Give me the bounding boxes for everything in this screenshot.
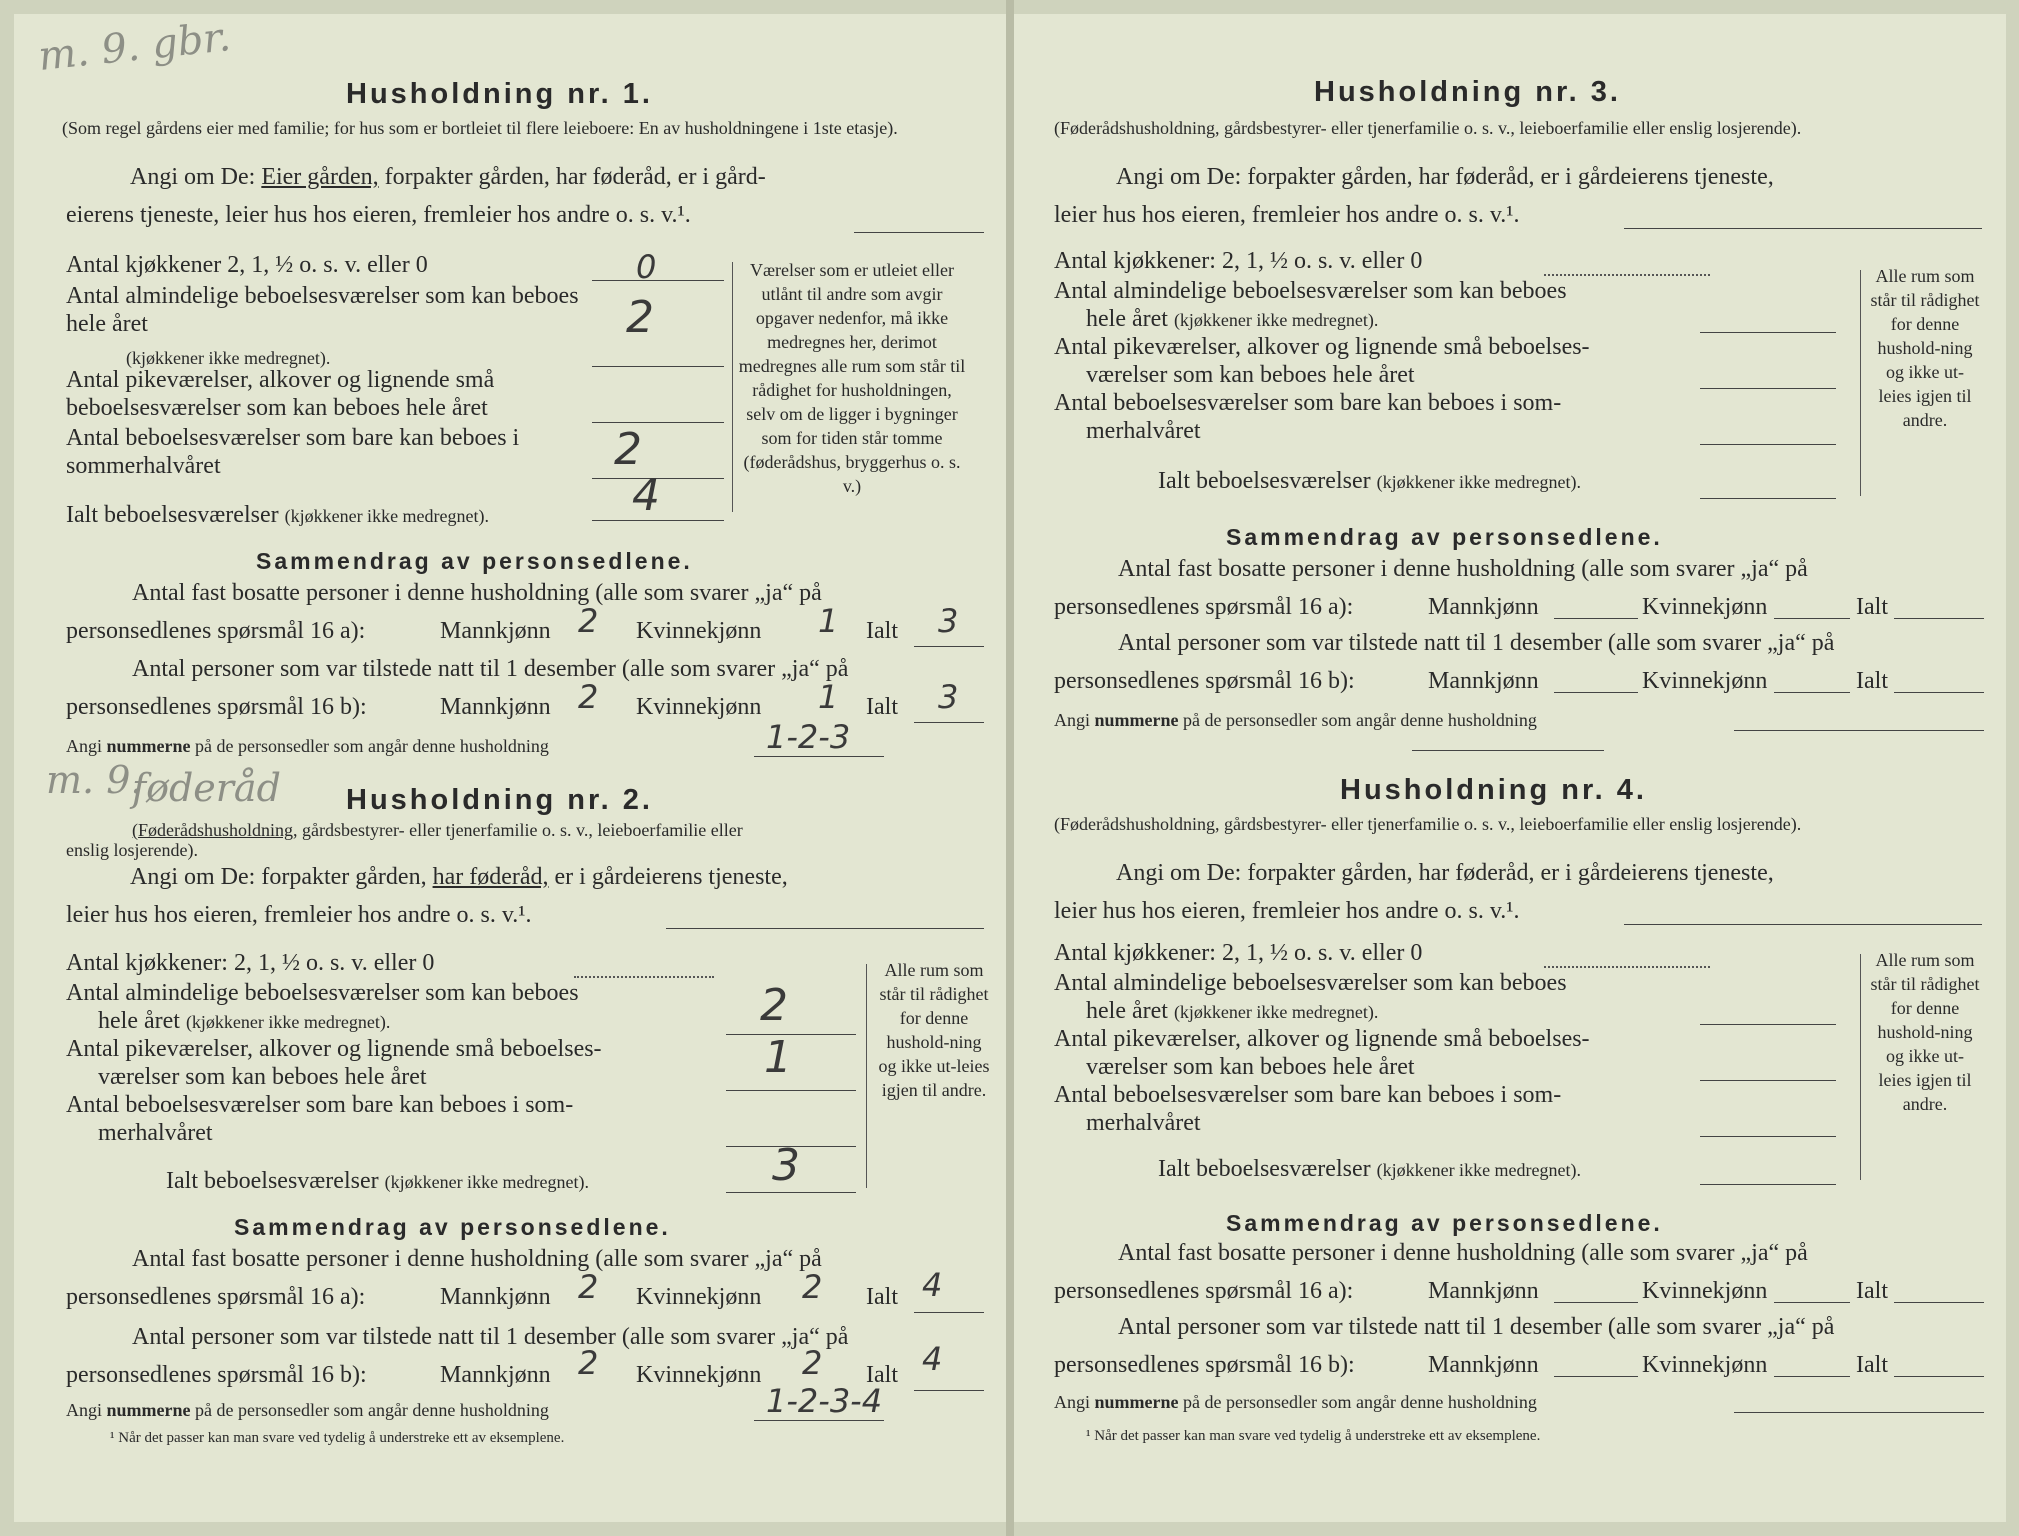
- h4-som-line2: merhalvåret: [1086, 1110, 1201, 1136]
- h4-tilstede-mann-label: Mannkjønn: [1428, 1352, 1539, 1378]
- h2-tilstede-mann: 2: [578, 1344, 599, 1382]
- h4-brace: [1860, 954, 1861, 1180]
- h4-intro: (Føderådshusholdning, gårdsbestyrer- eller tjenerfamilie o. s. v., leieboerfamilie eller enslig losjerende).: [1054, 814, 1802, 834]
- h2-title: Husholdning nr. 2.: [346, 784, 653, 816]
- h4-tilstede-line2: personsedlenes spørsmål 16 b):: [1054, 1352, 1355, 1378]
- h1-alm-label: Antal almindelige beboelsesværelser som kan beboes hele året: [66, 283, 579, 337]
- h4-fast-line1: Antal fast bosatte personer i denne husholdning (alle som svarer „ja“ på: [1118, 1240, 1808, 1266]
- h1-fast-line2: personsedlenes spørsmål 16 a):: [66, 618, 366, 644]
- h1-ialt-value: 4: [632, 470, 660, 521]
- h3-ialt-row: Ialt beboelsesværelser (kjøkkener ikke medregnet).: [1158, 468, 1582, 494]
- h2-fast-ialt-label: Ialt: [866, 1284, 898, 1310]
- h2-som-line1: Antal beboelsesværelser som bare kan beboes i som-: [66, 1092, 574, 1118]
- h3-fast-line1: Antal fast bosatte personer i denne husholdning (alle som svarer „ja“ på: [1118, 556, 1808, 582]
- h4-alm-line2: hele året (kjøkkener ikke medregnet).: [1086, 998, 1379, 1024]
- h2-fast-kvinne-label: Kvinnekjønn: [636, 1284, 762, 1310]
- h1-tilstede-kvinne: 1: [818, 678, 839, 716]
- h2-som-line2: merhalvåret: [98, 1120, 213, 1146]
- h1-nummerne-value: 1-2-3: [766, 718, 851, 756]
- h1-pike-label: Antal pikeværelser, alkover og lignende små beboelsesværelser som kan beboes hele året: [66, 367, 495, 421]
- h3-tilstede-line2: personsedlenes spørsmål 16 b):: [1054, 668, 1355, 694]
- h2-ialt-row: Ialt beboelsesværelser (kjøkkener ikke medregnet).: [166, 1168, 590, 1194]
- h4-kjokken-label: Antal kjøkkener: 2, 1, ½ o. s. v. eller 0: [1054, 940, 1423, 966]
- h4-nummerne: Angi nummerne på de personsedler som angår denne husholdning: [1054, 1392, 1537, 1412]
- h3-som-line2: merhalvåret: [1086, 418, 1201, 444]
- h2-kjokken-label: Antal kjøkkener: 2, 1, ½ o. s. v. eller 0: [66, 950, 435, 976]
- h1-tilstede-ialt-label: Ialt: [866, 694, 898, 720]
- right-footnote: ¹ Når det passer kan man svare ved tydelig å understreke ett av eksemplene.: [1086, 1428, 1541, 1444]
- h2-summary-title: Sammendrag av personsedlene.: [234, 1214, 671, 1240]
- h3-angi-line1: Angi om De: forpakter gården, har føderåd, er i gårdeierens tjeneste,: [1116, 164, 1774, 190]
- h1-tilstede-mann: 2: [578, 678, 599, 716]
- h4-fast-mann-label: Mannkjønn: [1428, 1278, 1539, 1304]
- h1-ialt-row: [66, 502, 489, 529]
- h3-nummerne: Angi nummerne på de personsedler som angår denne husholdning: [1054, 710, 1537, 730]
- h2-ialt-value: 3: [772, 1140, 800, 1191]
- h4-tilstede-line1: Antal personer som var tilstede natt til 1 desember (alle som svarer „ja“ på: [1118, 1314, 1835, 1340]
- h4-summary-title: Sammendrag av personsedlene.: [1226, 1210, 1663, 1236]
- h3-pike-line2: værelser som kan beboes hele året: [1086, 362, 1415, 388]
- h1-ialt-label: Ialt beboelsesværelser: [66, 502, 279, 528]
- h1-fast-mann: 2: [578, 602, 599, 640]
- pencil-note-h2-foderaad: føderåd: [132, 766, 281, 810]
- h2-fast-line2: personsedlenes spørsmål 16 a):: [66, 1284, 366, 1310]
- h3-alm-line2: hele året (kjøkkener ikke medregnet).: [1086, 306, 1379, 332]
- h1-angi-prefix: Angi om De:: [130, 164, 256, 190]
- h2-tilstede-mann-label: Mannkjønn: [440, 1362, 551, 1388]
- h1-intro: (Som regel gårdens eier med familie; for hus som er bortleiet til flere leieboere: En av husholdningene i 1ste etasje).: [62, 118, 898, 138]
- h3-angi-line2: leier hus hos eieren, fremleier hos andre o. s. v.¹.: [1054, 202, 1520, 228]
- h3-som-line1: Antal beboelsesværelser som bare kan beboes i som-: [1054, 390, 1562, 416]
- h1-angi-line2: eierens tjeneste, leier hus hos eieren, fremleier hos andre o. s. v.¹.: [66, 202, 691, 228]
- h3-kjokken-label: Antal kjøkkener: 2, 1, ½ o. s. v. eller 0: [1054, 248, 1423, 274]
- section-divider: [1412, 750, 1604, 751]
- h2-fast-kvinne: 2: [802, 1268, 823, 1306]
- h3-tilstede-mann-label: Mannkjønn: [1428, 668, 1539, 694]
- h4-angi-line1: Angi om De: forpakter gården, har føderåd, er i gårdeierens tjeneste,: [1116, 860, 1774, 886]
- h4-tilstede-ialt-label: Ialt: [1856, 1352, 1888, 1378]
- h3-tilstede-ialt-label: Ialt: [1856, 668, 1888, 694]
- h1-alm-note: (kjøkkener ikke medregnet).: [126, 348, 331, 368]
- h3-fast-mann-label: Mannkjønn: [1428, 594, 1539, 620]
- h3-pike-line1: Antal pikeværelser, alkover og lignende små beboelses-: [1054, 334, 1590, 360]
- h1-fast-mann-label: Mannkjønn: [440, 618, 551, 644]
- h1-tilstede-mann-label: Mannkjønn: [440, 694, 551, 720]
- h3-fast-ialt-label: Ialt: [1856, 594, 1888, 620]
- h1-fast-kvinne: 1: [818, 602, 839, 640]
- left-footnote: ¹ Når det passer kan man svare ved tydelig å understreke ett av eksemplene.: [110, 1430, 565, 1446]
- h2-pike-line2: værelser som kan beboes hele året: [98, 1064, 427, 1090]
- h1-kjokken-label: Antal kjøkkener 2, 1, ½ o. s. v. eller 0: [66, 252, 428, 278]
- h1-brace: [732, 262, 733, 512]
- h4-som-line1: Antal beboelsesværelser som bare kan beboes i som-: [1054, 1082, 1562, 1108]
- h4-fast-ialt-label: Ialt: [1856, 1278, 1888, 1304]
- h2-tilstede-ialt-label: Ialt: [866, 1362, 898, 1388]
- h1-ialt-note: (kjøkkener ikke medregnet).: [284, 506, 490, 526]
- pencil-note-top-left: m. 9. gbr.: [36, 14, 233, 80]
- h1-side-note: Værelser som er utleiet eller utlånt til andre som avgir opgaver nedenfor, må ikke medregnes her, derimot medregnes alle rum som står til rådighet for husholdningen, selv om de ligger i bygninger som for tiden står tomme (føderådshus, bryggerhus o. s. v.): [738, 260, 966, 496]
- h2-tilstede-line2: personsedlenes spørsmål 16 b):: [66, 1362, 367, 1388]
- h1-fast-ialt: 3: [938, 602, 959, 640]
- h2-fast-mann: 2: [578, 1268, 599, 1306]
- h1-tilstede-ialt: 3: [938, 678, 959, 716]
- h1-angi-line1: [130, 164, 766, 191]
- h1-summary-title: Sammendrag av personsedlene.: [256, 548, 693, 574]
- h4-pike-line2: værelser som kan beboes hele året: [1086, 1054, 1415, 1080]
- page-gutter: [1006, 0, 1014, 1536]
- h2-tilstede-kvinne-label: Kvinnekjønn: [636, 1362, 762, 1388]
- h2-tilstede-ialt: 4: [922, 1340, 943, 1378]
- h3-fast-kvinne-label: Kvinnekjønn: [1642, 594, 1768, 620]
- h4-title: Husholdning nr. 4.: [1340, 774, 1647, 806]
- h1-fast-ialt-label: Ialt: [866, 618, 898, 644]
- h1-tilstede-kvinne-label: Kvinnekjønn: [636, 694, 762, 720]
- h4-alm-line1: Antal almindelige beboelsesværelser som kan beboes: [1054, 970, 1567, 996]
- h3-side-note: Alle rum som står til rådighet for denne hushold-ning og ikke ut-leies igjen til andre.: [1870, 266, 1980, 430]
- h2-intro-line2: enslig losjerende).: [66, 840, 198, 860]
- h2-alm-line2: hele året (kjøkkener ikke medregnet).: [98, 1008, 391, 1034]
- h1-angi-eier: Eier gården,: [261, 164, 379, 190]
- h1-angi-rest: forpakter gården, har føderåd, er i gård-: [384, 164, 766, 190]
- h2-alm-line1: Antal almindelige beboelsesværelser som kan beboes: [66, 980, 579, 1006]
- h2-intro-line1: (Føderådshusholdning, gårdsbestyrer- eller tjenerfamilie o. s. v., leieboerfamilie eller: [132, 820, 743, 840]
- h1-fast-line1: Antal fast bosatte personer i denne husholdning (alle som svarer „ja“ på: [132, 580, 822, 606]
- h4-angi-line2: leier hus hos eieren, fremleier hos andre o. s. v.¹.: [1054, 898, 1520, 924]
- h3-intro: (Føderådshusholdning, gårdsbestyrer- eller tjenerfamilie o. s. v., leieboerfamilie eller enslig losjerende).: [1054, 118, 1802, 138]
- h4-side-note: Alle rum som står til rådighet for denne hushold-ning og ikke ut-leies igjen til andre.: [1870, 950, 1980, 1114]
- h1-tilstede-line2: personsedlenes spørsmål 16 b):: [66, 694, 367, 720]
- h1-nummerne: Angi nummerne på de personsedler som angår denne husholdning: [66, 736, 549, 756]
- h4-fast-line2: personsedlenes spørsmål 16 a):: [1054, 1278, 1354, 1304]
- h1-alm-value: 2: [626, 292, 654, 343]
- left-page: [14, 14, 1006, 1522]
- h2-brace: [866, 964, 867, 1188]
- h4-fast-kvinne-label: Kvinnekjønn: [1642, 1278, 1768, 1304]
- h3-title: Husholdning nr. 3.: [1314, 76, 1621, 108]
- h1-kjokken-value: 0: [636, 248, 657, 286]
- h3-tilstede-kvinne-label: Kvinnekjønn: [1642, 668, 1768, 694]
- h2-pike-value: 1: [764, 1032, 792, 1083]
- h3-fast-line2: personsedlenes spørsmål 16 a):: [1054, 594, 1354, 620]
- h1-tilstede-line1: Antal personer som var tilstede natt til 1 desember (alle som svarer „ja“ på: [132, 656, 849, 682]
- h1-som-label: Antal beboelsesværelser som bare kan beboes i sommerhalvåret: [66, 425, 520, 479]
- h2-angi-line1: Angi om De: forpakter gården, har føderåd, er i gårdeierens tjeneste,: [130, 864, 788, 890]
- h4-ialt-row: Ialt beboelsesværelser (kjøkkener ikke medregnet).: [1158, 1156, 1582, 1182]
- h2-nummerne: Angi nummerne på de personsedler som angår denne husholdning: [66, 1400, 549, 1420]
- h4-pike-line1: Antal pikeværelser, alkover og lignende små beboelses-: [1054, 1026, 1590, 1052]
- pencil-note-h2: m. 9.: [46, 758, 143, 802]
- h2-pike-line1: Antal pikeværelser, alkover og lignende små beboelses-: [66, 1036, 602, 1062]
- h4-tilstede-kvinne-label: Kvinnekjønn: [1642, 1352, 1768, 1378]
- h3-summary-title: Sammendrag av personsedlene.: [1226, 524, 1663, 550]
- h1-fast-kvinne-label: Kvinnekjønn: [636, 618, 762, 644]
- h3-brace: [1860, 270, 1861, 496]
- h2-fast-ialt: 4: [922, 1266, 943, 1304]
- h2-alm-value: 2: [760, 980, 788, 1031]
- h2-angi-line2: leier hus hos eieren, fremleier hos andre o. s. v.¹.: [66, 902, 532, 928]
- h2-tilstede-kvinne: 2: [802, 1344, 823, 1382]
- h2-tilstede-line1: Antal personer som var tilstede natt til 1 desember (alle som svarer „ja“ på: [132, 1324, 849, 1350]
- h1-title: Husholdning nr. 1.: [346, 78, 653, 110]
- h1-som-value: 2: [614, 424, 642, 475]
- h2-fast-mann-label: Mannkjønn: [440, 1284, 551, 1310]
- h2-fast-line1: Antal fast bosatte personer i denne husholdning (alle som svarer „ja“ på: [132, 1246, 822, 1272]
- h3-tilstede-line1: Antal personer som var tilstede natt til 1 desember (alle som svarer „ja“ på: [1118, 630, 1835, 656]
- right-page: [1014, 14, 2006, 1522]
- h2-side-note: Alle rum som står til rådighet for denne hushold-ning og ikke ut-leies igjen til andre.: [878, 960, 990, 1100]
- h2-nummerne-value: 1-2-3-4: [766, 1382, 883, 1420]
- h3-alm-line1: Antal almindelige beboelsesværelser som kan beboes: [1054, 278, 1567, 304]
